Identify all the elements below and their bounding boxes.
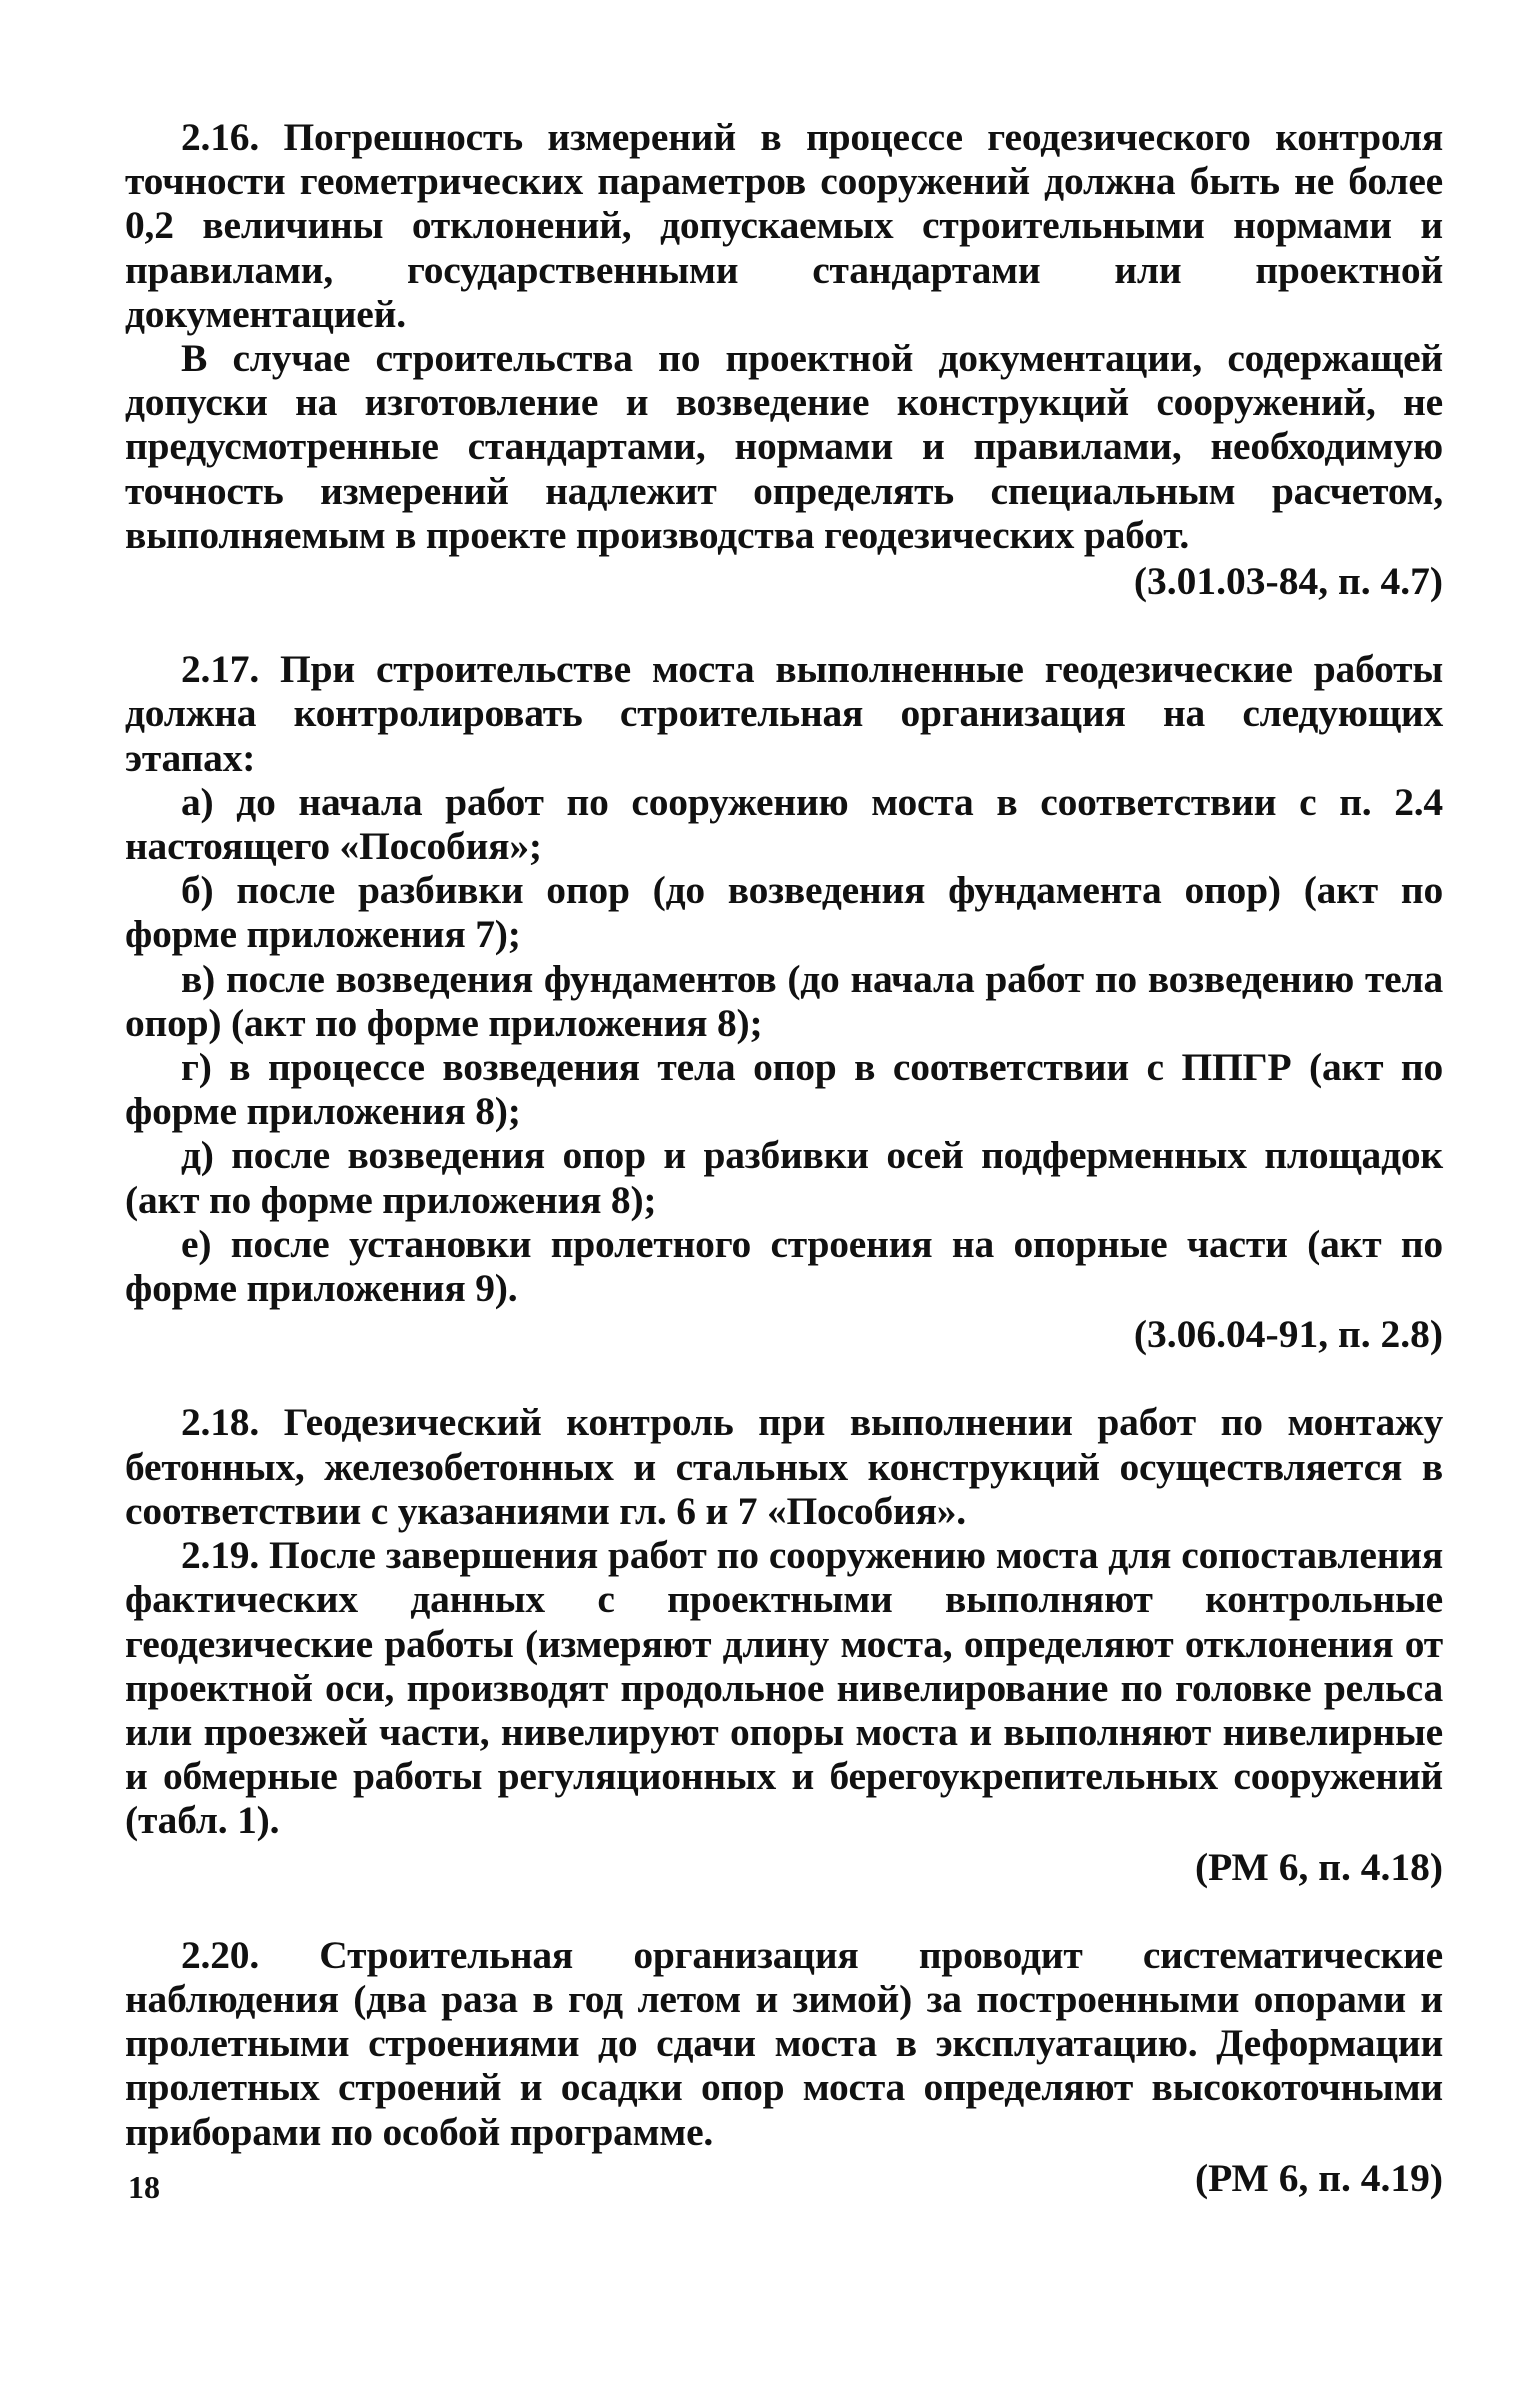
paragraph-2-19: 2.19. После завершения работ по сооружению моста для сопоставления фактических данных с проектными выполняют контрольные геодезические работы (измеряют длину моста, определяют отклонения от проектной оси, производят продольное нивелирование по головке рельса или проезжей части, нивелируют опоры моста и выполняют нивелирные и обмерные работы регуляционных и берегоукрепительных сооружений (табл. 1). [125,1533,1443,1843]
reference-2-19: (РМ 6, п. 4.18) [1195,1844,1443,1889]
list-item-g: г) в процессе возведения тела опор в соответствии с ППГР (акт по форме приложения 8); [125,1045,1443,1134]
list-item-b: б) после разбивки опор (до возведения фундамента опор) (акт по форме приложения 7); [125,868,1443,957]
list-item-v: в) после возведения фундаментов (до начала работ по возведению тела опор) (акт по форме приложения 8); [125,956,1443,1045]
paragraph-2-18: 2.18. Геодезический контроль при выполнении работ по монтажу бетонных, железобетонных и стальных конструкций осуществляется в соответствии с указаниями гл. 6 и 7 «Пособия». [125,1400,1443,1533]
paragraph-2-17: 2.17. При строительстве моста выполненные геодезические работы должна контролировать строительная организация на следующих этапах: [125,647,1443,780]
document-body [125,115,1443,2200]
page-number: 18 [128,2169,160,2205]
paragraph-2-20: 2.20. Строительная организация проводит систематические наблюдения (два раза в год летом и зимой) за построенными опорами и пролетными строениями до сдачи моста в эксплуатацию. Деформации пролетных строений и осадки опор моста определяют высокоточными приборами по особой программе. [125,1932,1443,2154]
reference-2-20: (РМ 6, п. 4.19) [1195,2155,1443,2200]
list-item-a: а) до начала работ по сооружению моста в соответствии с п. 2.4 настоящего «Пособия»; [125,779,1443,869]
paragraph-2-16: 2.16. Погрешность измерений в процессе геодезического контроля точности геометрических параметров сооружений должна быть не более 0,2 величины отклонений, допускаемых строительными нормами и правилами, государственными стандартами или проектной документацией. [125,115,1443,336]
paragraph-2-16-continued: В случае строительства по проектной документации, содержащей допуски на изготовление и возведение конструкций сооружений, не предусмотренные стандартами, нормами и правилами, необходимую точность измерений надлежит определять специальным расчетом, выполняемым в проекте производства геодезических работ. [125,336,1443,557]
list-item-d: д) после возведения опор и разбивки осей подферменных площадок (акт по форме приложения 8); [125,1133,1443,1222]
reference-2-17: (3.06.04-91, п. 2.8) [1133,1312,1443,1357]
reference-2-16: (3.01.03-84, п. 4.7) [1133,559,1443,604]
list-item-e: е) после установки пролетного строения на опорные части (акт по форме приложения 9). [125,1221,1443,1311]
